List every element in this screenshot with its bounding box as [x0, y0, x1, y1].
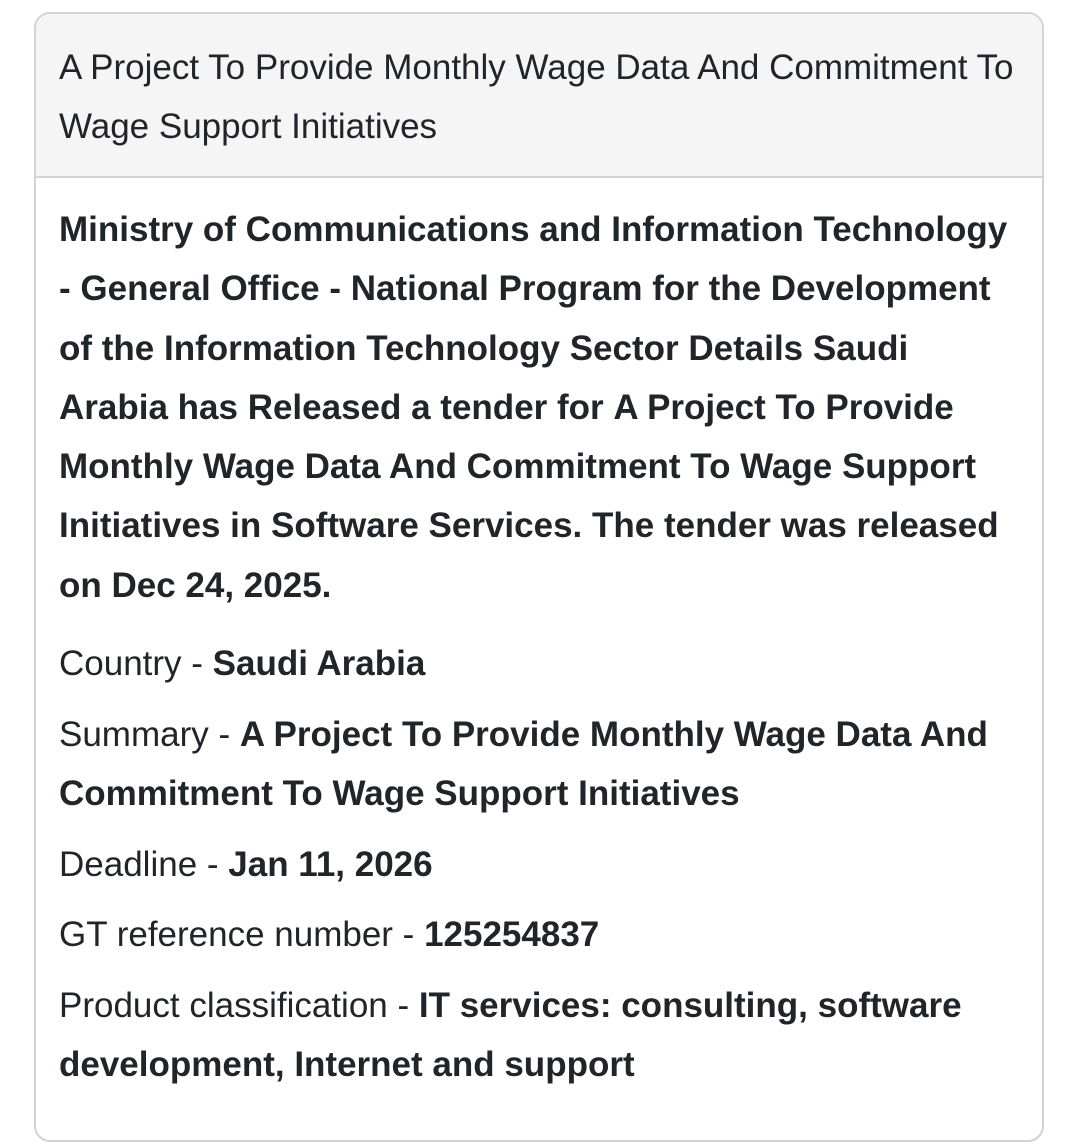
field-label: GT reference number -	[59, 915, 425, 955]
organization-name: Ministry of Communications and Information Technology - General Office - National Program for the Development of the Information Technology Sector Details	[59, 210, 1008, 368]
summary-value: A Project To Provide Monthly Wage Data And Commitment To Wage Support Initiatives	[59, 714, 988, 814]
description-project-title: A Project To Provide Monthly Wage Data And Commitment To Wage Support Initiatives	[59, 387, 977, 546]
gt-reference-value: 125254837	[424, 915, 600, 955]
field-gt-reference	[59, 905, 1022, 965]
field-label: Country -	[59, 644, 213, 684]
field-deadline	[59, 835, 1022, 895]
description-prefix: Saudi Arabia has Released a tender for	[59, 328, 909, 427]
tender-title[interactable]: A Project To Provide Monthly Wage Data And Commitment To Wage Support Initiatives	[59, 48, 1014, 146]
tender-description	[59, 200, 1022, 615]
product-classification-value: IT services: consulting, software development, Internet and support	[59, 985, 962, 1085]
description-suffix: .	[321, 565, 332, 605]
field-product-classification	[59, 976, 1022, 1095]
field-country	[59, 634, 1022, 694]
field-label: Product classification -	[59, 985, 419, 1025]
tender-card	[34, 12, 1044, 1142]
field-summary	[59, 705, 1022, 824]
field-label: Deadline -	[59, 844, 229, 884]
deadline-value: Jan 11, 2026	[228, 844, 433, 884]
card-header	[36, 14, 1042, 178]
release-date: Dec 24, 2025	[111, 565, 322, 605]
country-value: Saudi Arabia	[212, 644, 426, 684]
description-middle: in Software Services. The tender was released on	[59, 506, 999, 605]
card-body	[36, 178, 1042, 1095]
field-label: Summary -	[59, 714, 240, 754]
